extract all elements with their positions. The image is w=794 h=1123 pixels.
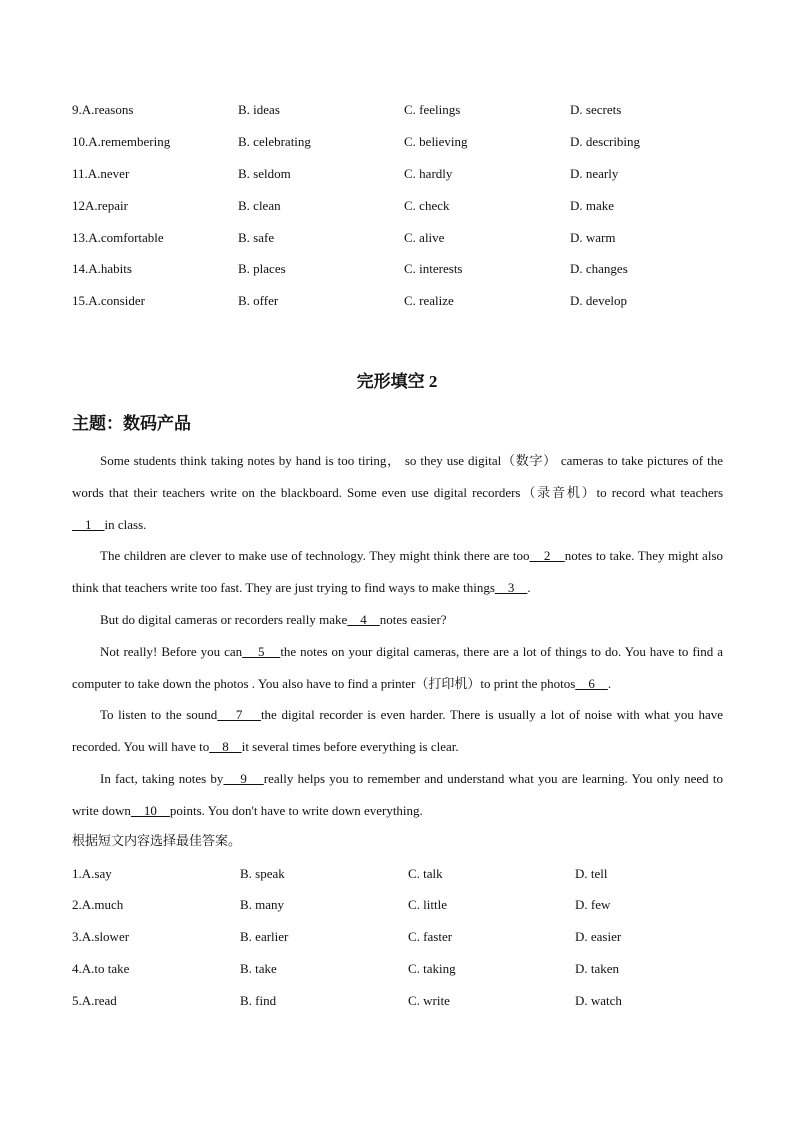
option-c: C. write: [408, 993, 450, 1008]
option-row-12: [72, 196, 732, 216]
option-a: 10.A.remembering: [72, 134, 171, 149]
option-row-15: [72, 291, 732, 311]
paragraph-text: The children are clever to make use of technology. They might think there are too: [100, 548, 530, 564]
passage: [72, 445, 723, 827]
option-a: 2.A.much: [72, 897, 124, 912]
option-c: C. talk: [408, 866, 443, 881]
paragraph-text: the notes on your digital cameras, there are a lot of things to do. You have to find a computer to take down the photos . You also have to find a printer（打印机）to print the photos: [72, 643, 723, 691]
option-a: 13.A.comfortable: [72, 230, 164, 245]
option-d: D. few: [575, 897, 611, 912]
paragraph-text: notes easier?: [379, 611, 447, 627]
option-b: B. speak: [240, 866, 285, 881]
blank-1: 1: [72, 516, 105, 532]
option-a: 3.A.slower: [72, 929, 130, 944]
option-row-14: [72, 259, 732, 279]
paragraph-text: the digital recorder is even harder. There is usually a lot of noise with what you have recorded. You will have to: [72, 707, 723, 755]
option-a: 14.A.habits: [72, 261, 132, 276]
blank-6: 6: [575, 675, 608, 691]
option-row-9: [72, 100, 732, 120]
blank-10: 10: [130, 802, 170, 818]
option-a: 5.A.read: [72, 993, 117, 1008]
paragraph-text: In fact, taking notes by: [100, 770, 224, 786]
option-b: B. offer: [238, 293, 279, 308]
paragraph-5: [72, 699, 723, 763]
instruction: 根据短文内容选择最佳答案。: [72, 833, 242, 848]
option-d: D. tell: [575, 866, 608, 881]
paragraph-text: .: [527, 580, 531, 596]
option-b: B. find: [240, 993, 277, 1008]
option-c: C. faster: [408, 929, 453, 944]
option-b: B. earlier: [240, 929, 289, 944]
option-row-13: [72, 228, 732, 248]
option-c: C. feelings: [404, 102, 461, 117]
option-b: B. seldom: [238, 166, 291, 181]
section-title: 完形填空 2: [356, 372, 438, 391]
option-b: B. safe: [238, 230, 275, 245]
option-b: B. clean: [238, 198, 281, 213]
option-c: C. hardly: [404, 166, 453, 181]
option-c: C. interests: [404, 261, 463, 276]
option-a: 9.A.reasons: [72, 102, 134, 117]
paragraph-text: it several times before everything is clear.: [241, 739, 459, 755]
option-d: D. warm: [570, 230, 616, 245]
option-a: 12A.repair: [72, 198, 128, 213]
option-c: C. alive: [404, 230, 445, 245]
option-d: D. nearly: [570, 166, 619, 181]
option-d: D. watch: [575, 993, 622, 1008]
paragraph-text: Some students think taking notes by hand is too tiring， so they use digital（数字） cameras to take pictures of the words that their teachers write on the blackboard. Some even use digital recorders（录音机）to record what teachers: [72, 453, 723, 500]
option-a: 15.A.consider: [72, 293, 145, 308]
option-row-2: [72, 895, 732, 915]
paragraph-4: [72, 636, 723, 700]
option-d: D. describing: [570, 134, 641, 149]
option-b: B. celebrating: [238, 134, 311, 149]
blank-8: 8: [209, 739, 242, 755]
option-row-10: [72, 132, 732, 152]
option-d: D. secrets: [570, 102, 622, 117]
option-row-1: [72, 864, 732, 884]
option-d: D. taken: [575, 961, 620, 976]
option-c: C. realize: [404, 293, 454, 308]
blank-2: 2: [529, 548, 565, 564]
paragraph-text: To listen to the sound: [100, 707, 218, 723]
option-a: 1.A.say: [72, 866, 112, 881]
paragraph-text: .: [607, 675, 612, 691]
paragraph-text: Not really! Before you can: [100, 643, 243, 659]
blank-3: 3: [494, 580, 528, 596]
option-d: D. easier: [575, 929, 622, 944]
paragraph-3: [72, 604, 723, 636]
blank-5: 5: [242, 643, 281, 659]
paragraph-1: [72, 445, 723, 540]
option-b: B. ideas: [238, 102, 280, 117]
paragraph-6: [72, 763, 723, 827]
paragraph-text: notes to take. They might also think that teachers write too fast. They are just trying to find ways to make things: [72, 548, 724, 596]
blank-9: 9: [223, 770, 264, 786]
option-a: 11.A.never: [72, 166, 130, 181]
option-c: C. little: [408, 897, 447, 912]
option-c: C. check: [404, 198, 450, 213]
paragraph-2: [72, 540, 723, 604]
option-c: C. taking: [408, 961, 456, 976]
option-d: D. make: [570, 198, 615, 213]
option-row-4: [72, 959, 732, 979]
option-c: C. believing: [404, 134, 468, 149]
option-row-5: [72, 991, 732, 1011]
option-b: B. take: [240, 961, 277, 976]
option-d: D. changes: [570, 261, 628, 276]
option-row-11: [72, 164, 732, 184]
blank-4: 4: [347, 611, 380, 627]
option-a: 4.A.to take: [72, 961, 130, 976]
paragraph-text: in class.: [104, 516, 147, 532]
option-d: D. develop: [570, 293, 628, 308]
option-row-3: [72, 927, 732, 947]
option-b: B. places: [238, 261, 286, 276]
blank-7: 7: [217, 707, 261, 723]
paragraph-text: points. You don't have to write down everything.: [169, 802, 423, 818]
option-b: B. many: [240, 897, 285, 912]
theme-heading: 主题：数码产品: [72, 414, 191, 433]
paragraph-text: But do digital cameras or recorders really make: [100, 611, 348, 627]
paragraph-text: really helps you to remember and understand what you are learning. You only need to write down: [72, 770, 724, 818]
